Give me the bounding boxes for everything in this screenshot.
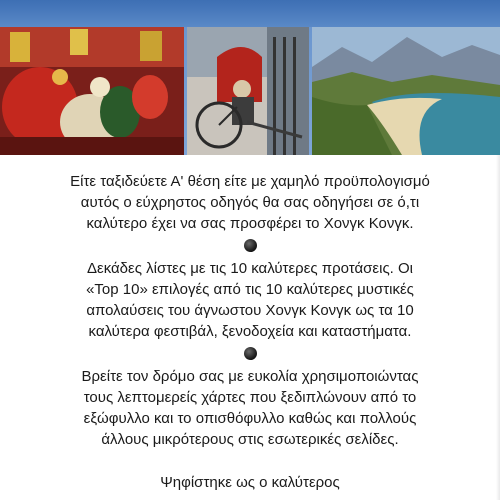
bullet-row xyxy=(0,342,500,364)
text-line: «Top 10» επιλογές από τις 10 καλύτερες μυστικές xyxy=(86,281,414,298)
bullet-row xyxy=(0,234,500,256)
text-line: καλύτερα φεστιβάλ, ξενοδοχεία και καταστήματα. xyxy=(88,323,412,340)
text-line: απολαύσεις του άγνωστου Χονγκ Κονγκ ως τα 10 xyxy=(86,302,414,319)
text-line: εξώφυλλο και το οπισθόφυλλο καθώς και πολλούς xyxy=(83,410,417,427)
intro-paragraph xyxy=(0,171,500,234)
text-line: άλλους μικρότερους στις εσωτερικές σελίδες. xyxy=(101,431,399,448)
coastline-photo xyxy=(312,27,500,155)
text-line: Ψηφίστηκε ως ο καλύτερος xyxy=(160,474,340,491)
rickshaw-photo xyxy=(187,27,309,155)
top-color-band xyxy=(0,0,500,27)
maps-paragraph xyxy=(0,366,500,450)
description-text xyxy=(0,165,500,493)
photo-strip xyxy=(0,27,500,155)
text-line: καλύτερο έχει να σας προσφέρει το Χονγκ Κονγκ. xyxy=(86,215,414,232)
dragon-dance-photo xyxy=(0,27,184,155)
text-line: αυτός ο εύχρηστος οδηγός θα σας οδηγήσει σε ό,τι xyxy=(80,194,420,211)
text-line: τους λεπτομερείς χάρτες που ξεδιπλώνουν από το xyxy=(83,389,417,406)
bullet-dot-icon xyxy=(244,239,257,252)
top10-paragraph xyxy=(0,258,500,342)
text-line: Είτε ταξιδεύετε Α' θέση είτε με χαμηλό προϋπολογισμό xyxy=(70,173,430,190)
text-line: Βρείτε τον δρόμο σας με ευκολία χρησιμοποιώντας xyxy=(81,368,419,385)
award-paragraph xyxy=(0,472,500,493)
bullet-dot-icon xyxy=(244,347,257,360)
text-line: Δεκάδες λίστες με τις 10 καλύτερες προτάσεις. Οι xyxy=(86,260,414,277)
